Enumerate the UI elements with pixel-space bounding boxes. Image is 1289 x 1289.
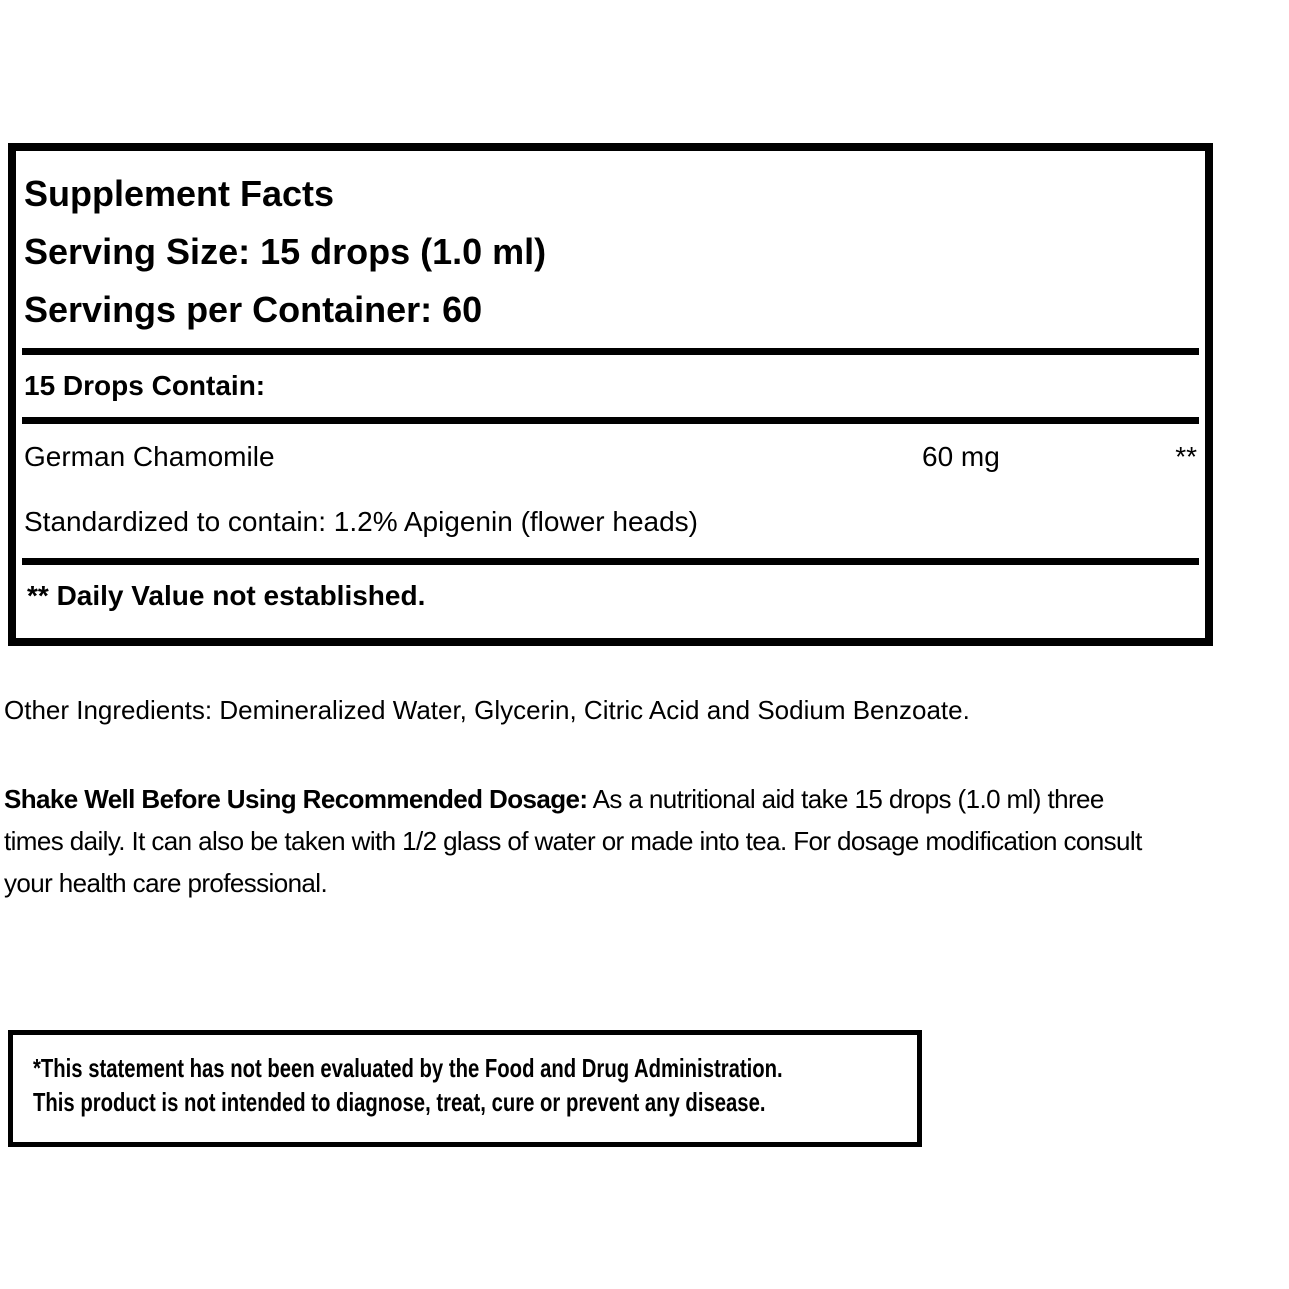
supplement-facts-title: Supplement Facts — [24, 173, 335, 214]
divider-rule-top — [22, 348, 1199, 355]
dosage-line-1-rest: As a nutritional aid take 15 drops (1.0 ml) three — [587, 784, 1104, 814]
supplement-facts-inner — [16, 165, 1205, 612]
fda-disclaimer-box — [8, 1030, 922, 1147]
dosage-paragraph — [4, 778, 1289, 904]
ingredient-daily-value: ** — [1175, 441, 1197, 472]
fda-disclaimer-line-1: *This statement has not been evaluated by the Food and Drug Administration. — [33, 1053, 783, 1083]
dosage-bold-label: Shake Well Before Using Recommended Dosage: — [4, 784, 588, 814]
ingredient-amount: 60 mg — [922, 441, 1000, 472]
dosage-line-2: times daily. It can also be taken with 1/2 glass of water or made into tea. For dosage modification consult — [4, 826, 1142, 856]
dosage-line-1 — [4, 778, 1289, 820]
supplement-facts-panel — [8, 143, 1213, 646]
ingredient-name: German Chamomile — [24, 441, 275, 472]
divider-rule-middle — [22, 417, 1199, 424]
drops-contain-header: 15 Drops Contain: — [24, 370, 266, 401]
servings-per-container-line: Servings per Container: 60 — [24, 289, 483, 330]
divider-rule-bottom — [22, 558, 1199, 565]
dosage-line-3: your health care professional. — [4, 868, 328, 898]
ingredient-row — [24, 441, 1197, 473]
standardization-line: Standardized to contain: 1.2% Apigenin (flower heads) — [24, 506, 698, 537]
other-ingredients-paragraph: Other Ingredients: Demineralized Water, Glycerin, Citric Acid and Sodium Benzoate. — [4, 695, 970, 725]
serving-size-line: Serving Size: 15 drops (1.0 ml) — [24, 231, 547, 272]
supplement-facts-header — [24, 165, 1197, 339]
daily-value-footnote: ** Daily Value not established. — [27, 580, 426, 611]
fda-disclaimer-line-2: This product is not intended to diagnose, treat, cure or prevent any disease. — [33, 1087, 766, 1117]
